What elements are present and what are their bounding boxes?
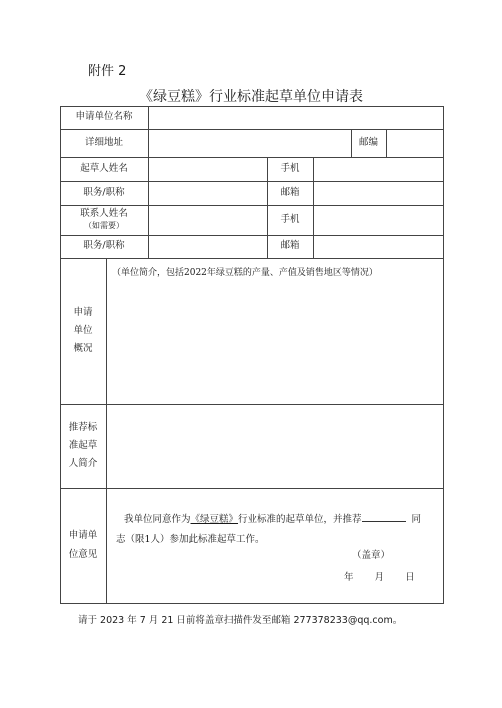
intro-label-line: 准起草 [68, 439, 98, 451]
table-border-right [443, 106, 444, 604]
standard-name: 《绿豆糕》 [190, 514, 239, 525]
drafter-intro-label [60, 404, 106, 488]
overview-label-line: 申请 [73, 306, 93, 318]
seal-label: （盖章） [352, 550, 391, 561]
postcode-label: 邮编 [358, 136, 378, 148]
opinion-text-part: 同 [411, 514, 422, 525]
email-label: 邮箱 [280, 240, 300, 252]
org-name-label: 申请单位名称 [75, 111, 133, 123]
position-label: 职务/职称 [83, 186, 125, 198]
contact-note: （如需要） [84, 221, 124, 230]
opinion-label-line: 申请单 [68, 530, 98, 542]
form-title: 《绿豆糕》行业标准起草单位申请表 [139, 89, 363, 105]
date-day: 日 [405, 572, 415, 583]
column-divider [106, 258, 107, 604]
contact-name-label [60, 205, 148, 235]
date-month: 月 [374, 572, 385, 583]
drafter-name-label: 起草人姓名 [80, 162, 128, 174]
opinion-label [60, 488, 106, 603]
mobile-label: 手机 [280, 213, 300, 225]
overview-label [60, 258, 106, 404]
opinion-line-1 [116, 510, 436, 530]
column-divider [148, 106, 149, 130]
column-divider [313, 157, 314, 259]
row-divider [60, 404, 444, 405]
row-divider [60, 488, 444, 489]
date-line [344, 568, 415, 588]
intro-label-line: 推荐标 [68, 421, 98, 433]
opinion-label-line: 位意见 [68, 548, 98, 560]
attachment-label: 附件 2 [88, 64, 127, 79]
intro-label-line: 人简介 [68, 458, 98, 470]
opinion-text-part: 行业标准的起草单位，并推荐 [238, 514, 362, 525]
column-divider [386, 129, 387, 158]
footer-note: 请于 2023 年 7 月 21 日前将盖章扫描件发至邮箱 277378233@qq.com。 [78, 615, 403, 626]
address-label: 详细地址 [84, 136, 123, 148]
application-form [60, 106, 444, 604]
column-divider [148, 129, 149, 259]
recommended-person-blank [362, 511, 406, 522]
date-year: 年 [344, 572, 354, 583]
mobile-label: 手机 [280, 162, 300, 174]
email-label: 邮箱 [280, 186, 300, 198]
table-border-bottom [60, 603, 444, 604]
position-label: 职务/职称 [83, 240, 125, 252]
overview-label-line: 概况 [73, 343, 93, 355]
contact-name-text: 联系人姓名 [80, 208, 128, 220]
row-divider [60, 258, 444, 259]
opinion-text [116, 510, 436, 550]
opinion-line-2: 志（限1人）参加此标准起草工作。 [116, 533, 265, 545]
overview-note: （单位简介，包括2022年绿豆糕的产量、产值及销售地区等情况） [112, 268, 378, 278]
opinion-text-part: 我单位同意作为 [124, 514, 191, 525]
overview-label-line: 单位 [73, 324, 93, 336]
